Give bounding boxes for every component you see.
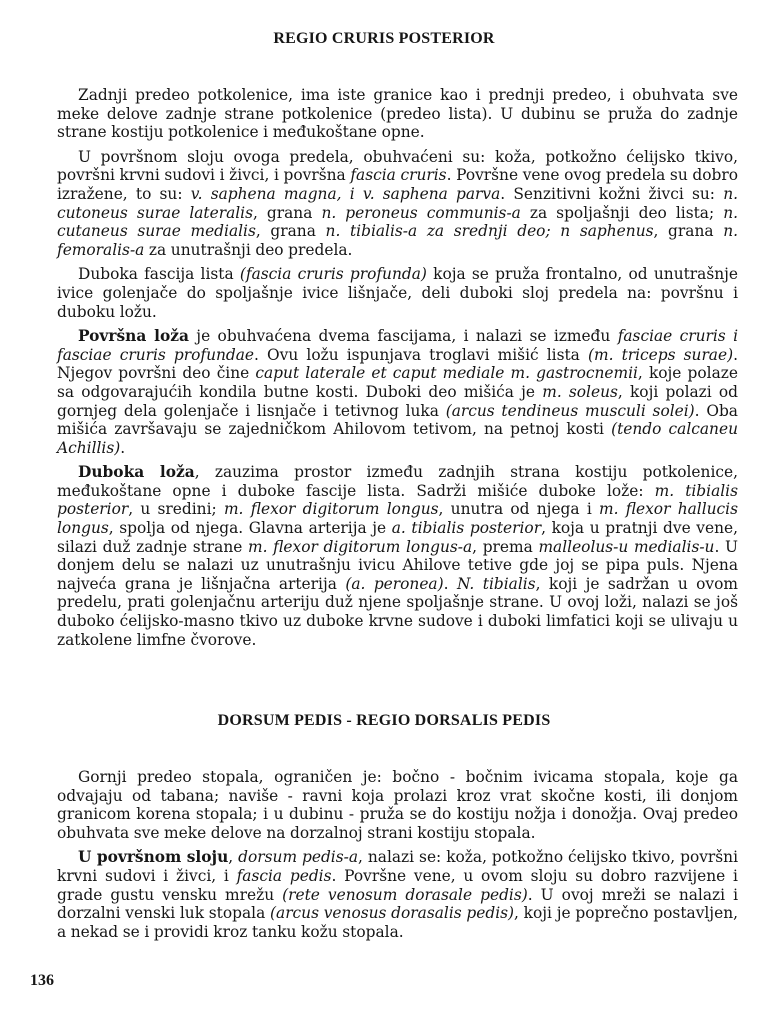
text-run: , koji je sadržan u ovom predelu, prati golenjačnu arteriju duž njene spoljašnje strane. U ovoj loži, nalazi se još duboko ćelijsko-masno tkivo uz duboke krvne sudove i duboki limfatici koji se ulivaju u zatkolene limfne čvorove. [57, 574, 738, 649]
paragraph [57, 848, 738, 941]
text-run: , koji polazi od gornjeg dela golenjače i lisnjače i tetivnog luka [57, 382, 739, 420]
section-title-regio-cruris-posterior: REGIO CRURIS POSTERIOR [273, 30, 495, 47]
text-run: za unutrašnji deo predela. [144, 240, 353, 259]
latin-term: (fascia cruris profunda) [239, 265, 427, 284]
latin-term: m. soleus [542, 382, 618, 401]
latin-term: n. femoralis-a [57, 222, 738, 259]
text-run: . Površne vene ovog predela su dobro izražene, to su: [57, 166, 738, 203]
text-run: . Površne vene, u ovom sloju su dobro razvijene i grade gustu vensku mrežu [57, 866, 738, 904]
bold-term: U površnom sloju [78, 848, 229, 867]
text-run: . Oba mišića završavaju se zajedničkom Ahilovom tetivom, na petnoj kosti [57, 401, 738, 439]
latin-term: (arcus venosus dorasalis pedis) [270, 904, 515, 923]
text-run: , zauzima prostor između zadnjih strana kostiju potkolenice, međukoštane opne i duboke fascije lista. Sadrži mišiće duboke lože: [57, 463, 738, 500]
section-title-dorsum-pedis: DORSUM PEDIS - REGIO DORSALIS PEDIS [217, 712, 551, 729]
latin-term: (m. triceps surae) [587, 345, 734, 364]
text-run: za spoljašnji deo lista; [520, 203, 724, 222]
latin-term: (tendo calcaneu Achillis) [57, 420, 738, 457]
text-run: , nalazi se: koža, potkožno ćelijsko tkivo, površni krvni sudovi i živci, i [57, 848, 739, 885]
text-run: Duboka fascija lista [78, 265, 240, 284]
latin-term: v. saphena magna, i v. saphena parva [190, 184, 501, 203]
paragraph [57, 265, 738, 321]
latin-term: dorsum pedis-a [238, 848, 359, 867]
latin-term: a. tibialis posterior [391, 519, 542, 538]
section-body-regio-cruris-posterior [57, 86, 738, 655]
text-run: , grana [653, 222, 724, 241]
latin-term: n. cutaneus surae medialis [57, 203, 738, 241]
latin-term: (rete venosum dorasale pedis) [282, 885, 528, 904]
latin-term: fascia cruris [350, 166, 447, 185]
text-run: koja se pruža frontalno, od unutrašnje ivice golenjače do spoljašnje ivice lišnjače, deli duboki sloj predela na: površnu i duboku ložu. [57, 265, 739, 321]
page-number: 136 [30, 972, 54, 989]
latin-term: m. flexor hallucis longus [57, 500, 738, 538]
text-run: , u sredini; [128, 500, 224, 519]
text-run: , koji je poprečno postavljen, a nekad se i providi kroz tanku kožu stopala. [57, 904, 738, 941]
text-run: Gornji predeo stopala, ograničen je: bočno - bočnim ivicama stopala, koje ga odvajaju od tabana; naviše - ravni koja prolazi kroz vrat skočne kosti, ili donjom granicom korena stopala; i u dubinu - pruža se do kostiju nožja i donožja. Ovaj predeo obuhvata sve meke delove na dorzalnoj strani kostiju stopala. [57, 768, 738, 842]
text-run: U površnom sloju ovoga predela, obuhvaćeni su: koža, potkožno ćelijsko tkivo, površni krvni sudovi i živci, i površna [57, 147, 738, 185]
latin-term: caput laterale et caput mediale m. gastrocnemii [255, 364, 638, 383]
latin-term: fascia pedis [236, 866, 332, 885]
text-run: . Senzitivni kožni živci su: [500, 184, 724, 203]
text-run: , prema [472, 537, 539, 556]
section-body-dorsum-pedis [57, 768, 738, 947]
text-run: . U ovoj mreži se nalazi i dorzalni venski luk stopala [57, 885, 739, 923]
text-run: , koja u pratnji dve vene, silazi duž zadnje strane [57, 519, 738, 556]
text-run: , koje polaze sa odgovarajućih kondila butne kosti. Duboki deo mišića je [57, 364, 738, 401]
latin-term: (a. peronea) [345, 574, 444, 593]
latin-term: (arcus tendineus musculi solei) [445, 401, 695, 420]
text-run: je obuhvaćena dvema fascijama, i nalazi se između [188, 327, 618, 346]
text-run: . Ovu ložu ispunjava troglavi mišić lista [254, 345, 588, 364]
latin-term: N. tibialis [456, 574, 536, 593]
text-run: , spolja od njega. Glavna arterija je [108, 519, 392, 538]
text-run: , grana [255, 222, 326, 241]
latin-term: fasciae cruris i fasciae cruris profundae [57, 327, 738, 364]
latin-term: n. peroneus communis-a [321, 203, 521, 222]
text-run: , grana [253, 203, 322, 222]
paragraph [57, 86, 738, 142]
text-run: . [120, 438, 126, 457]
bold-term: Duboka loža [78, 463, 195, 482]
paragraph [57, 463, 738, 649]
text-run: . Njegov površni deo čine [57, 345, 739, 383]
text-run: Zadnji predeo potkolenice, ima iste granice kao i prednji predeo, i obuhvata sve meke delove zadnje strane potkolenice (predeo lista). U dubinu se pruža do zadnje strane kostiju potkolenice i međukoštane opne. [57, 86, 738, 142]
paragraph [57, 327, 738, 457]
text-run: , [228, 848, 239, 867]
text-run: . [443, 574, 457, 593]
latin-term: m. flexor digitorum longus-a [248, 537, 473, 556]
latin-term: malleolus-u medialis-u [538, 537, 715, 556]
paragraph [57, 148, 738, 260]
paragraph [57, 768, 738, 842]
latin-term: m. flexor digitorum longus [223, 500, 439, 519]
latin-term: m. tibialis posterior [57, 481, 738, 519]
latin-term: n. cutoneus surae lateralis [57, 184, 738, 222]
text-run: , unutra od njega i [438, 500, 600, 519]
bold-term: Površna loža [78, 327, 189, 346]
latin-term: n. tibialis-a za srednji deo; n saphenus [325, 222, 654, 241]
text-run: . U donjem delu se nalazi uz unutrašnju ivicu Ahilove tetive gde joj se pipa puls. Njena najveća grana je lišnjačna arterija [57, 537, 738, 593]
